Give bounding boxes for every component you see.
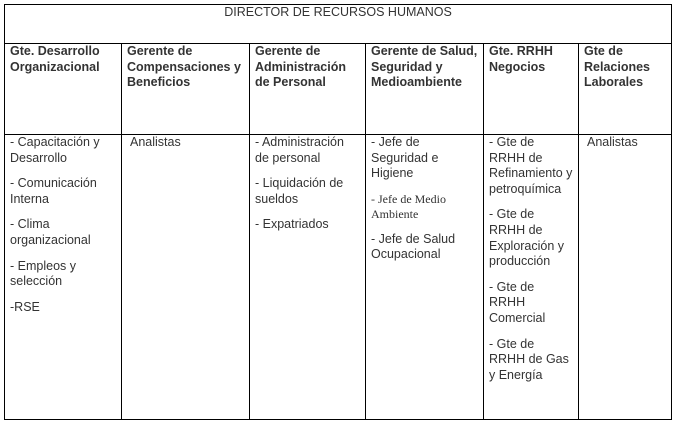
column-body-desarrollo bbox=[5, 135, 122, 420]
body-row bbox=[5, 135, 672, 420]
column-header-desarrollo: Gte. Desarrollo Organizacional bbox=[5, 44, 122, 135]
list-item: - Gte de RRHH Comercial bbox=[489, 279, 546, 325]
list-item: - Gte de RRHH de Refinamiento y petroquímica bbox=[489, 135, 573, 196]
list-item: - Liquidación de sueldos bbox=[255, 176, 344, 206]
list-item: - Comunicación Interna bbox=[10, 176, 97, 206]
list-item: Analistas bbox=[587, 135, 638, 149]
list-item: - Administración de personal bbox=[255, 135, 344, 165]
org-table bbox=[4, 4, 672, 420]
column-header-salud: Gerente de Salud, Seguridad y Medioambiente bbox=[366, 44, 484, 135]
list-item: - Gte de RRHH de Exploración y producción bbox=[489, 207, 565, 269]
list-item: - Expatriados bbox=[255, 217, 329, 232]
column-header-administracion: Gerente de Administración de Personal bbox=[250, 44, 366, 135]
list-item: - Capacitación y Desarrollo bbox=[10, 135, 100, 165]
column-body-compensaciones bbox=[122, 135, 250, 420]
column-body-salud bbox=[366, 135, 484, 420]
title-row bbox=[5, 5, 672, 44]
list-item: - Jefe de Salud Ocupacional bbox=[371, 231, 456, 262]
table-title: DIRECTOR DE RECURSOS HUMANOS bbox=[5, 5, 672, 44]
column-body-administracion bbox=[250, 135, 366, 420]
column-body-rrhh-negocios bbox=[484, 135, 579, 420]
column-body-relaciones-laborales bbox=[579, 135, 672, 420]
list-item: Analistas bbox=[130, 135, 181, 149]
column-header-relaciones-laborales: Gte de Relaciones Laborales bbox=[579, 44, 672, 135]
column-header-rrhh-negocios: Gte. RRHH Negocios bbox=[484, 44, 579, 135]
list-item: - Clima organizacional bbox=[10, 217, 91, 247]
list-item: - Empleos y selección bbox=[10, 258, 76, 289]
list-item: - Jefe de Seguridad e Higiene bbox=[371, 135, 439, 181]
list-item: - Gte de RRHH de Gas y Energía bbox=[489, 336, 569, 382]
list-item: - Jefe de Medio Ambiente bbox=[371, 191, 446, 221]
list-item: -RSE bbox=[10, 299, 40, 314]
header-row bbox=[5, 44, 672, 135]
column-header-compensaciones: Gerente de Compensaciones y Beneficios bbox=[122, 44, 250, 135]
